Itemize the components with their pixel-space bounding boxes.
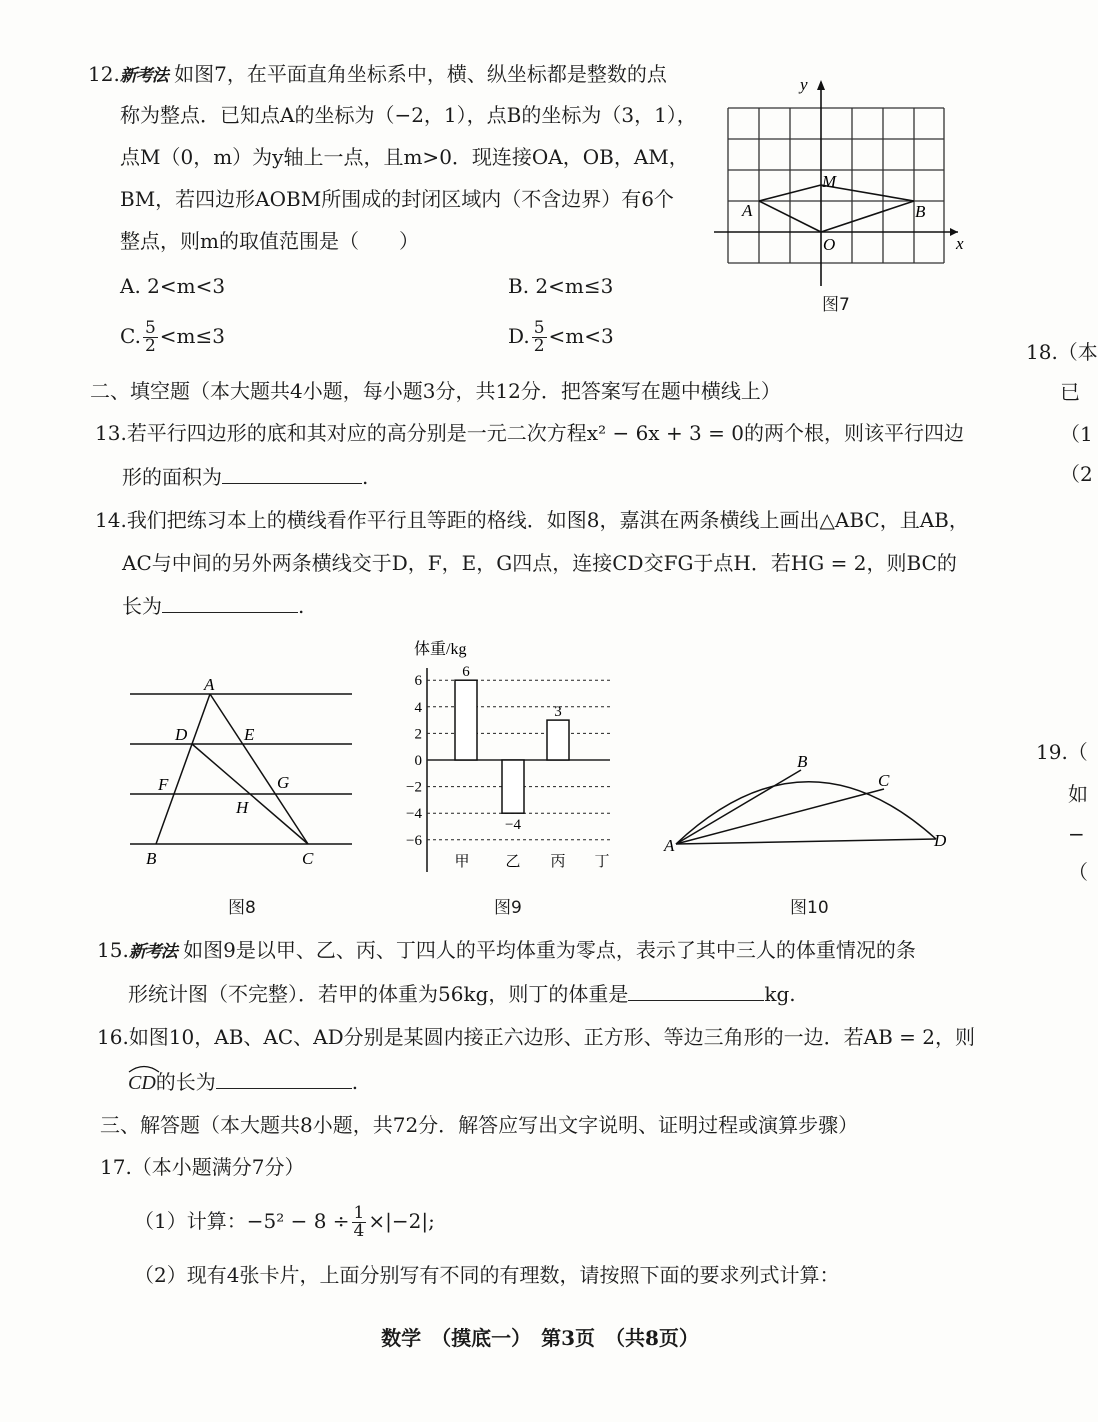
segment-AB	[676, 770, 801, 844]
label-M: M	[822, 172, 837, 191]
q14-line1: 14.我们把练习本上的横线看作平行且等距的格线．如图8，嘉淇在两条横线上画出△ABC，且AB，	[95, 508, 969, 532]
new-method-tag: 新考法	[119, 66, 168, 86]
q13-line2: 形的面积为 .	[122, 465, 369, 489]
figure-10-caption: 图10	[790, 898, 829, 918]
figure-8-caption: 图8	[228, 898, 256, 918]
label-y: y	[800, 75, 808, 94]
answer-blank[interactable]	[216, 1068, 352, 1089]
bar-丙	[547, 720, 569, 760]
section-2-heading: 二、填空题（本大题共4小题，每小题3分，共12分．把答案写在题中横线上）	[90, 379, 781, 403]
q12-text-1: 如图7，在平面直角坐标系中，横、纵坐标都是整数的点	[174, 62, 667, 86]
q16-number: 16.	[97, 1025, 129, 1049]
fraction: $\frac{5}{2}$	[533, 318, 545, 356]
category-label: 乙	[505, 854, 521, 870]
label-D: D	[934, 831, 947, 850]
y-tick-label: 0	[414, 753, 422, 769]
q13-line1: 13.若平行四边形的底和其对应的高分别是一元二次方程x² − 6x + 3 = 0的两个根，则该平行四边	[95, 421, 964, 445]
category-label: 丙	[550, 854, 566, 870]
q12-option-a: A. 2<m<3	[120, 274, 226, 298]
label-C: C	[878, 771, 890, 790]
y-tick-label: 2	[414, 726, 422, 743]
q12-number: 12.	[88, 62, 120, 86]
q12-line3: 点M（0，m）为y轴上一点，且m>0．现连接OA，OB，AM，	[120, 145, 689, 169]
answer-blank[interactable]	[222, 463, 362, 484]
label-F: F	[158, 775, 169, 794]
answer-blank[interactable]	[162, 592, 298, 613]
y-tick-label: −2	[406, 779, 422, 796]
segment-AB	[156, 694, 210, 844]
label-B: B	[797, 752, 808, 771]
figure-9-caption: 图9	[494, 898, 522, 918]
edge-q18-d: （2	[1060, 462, 1093, 486]
new-method-tag: 新考法	[128, 942, 177, 962]
q17-part1: （1）计算：−5² − 8 ÷ $\frac{1}{4}$ ×|−2|;	[134, 1203, 435, 1241]
y-axis-label: 体重/kg	[414, 641, 467, 658]
page-footer: 数学 （摸底一） 第3页 （共8页）	[381, 1326, 699, 1350]
category-label: 甲	[454, 854, 470, 870]
q12-line5: 整点，则m的取值范围是（ ）	[120, 229, 419, 253]
label-E: E	[244, 725, 255, 744]
fraction: $\frac{1}{4}$	[353, 1203, 365, 1241]
figure-7-grid	[712, 72, 974, 292]
label-B: B	[146, 849, 157, 868]
arc	[676, 782, 936, 844]
answer-blank[interactable]	[628, 980, 764, 1001]
q12-line1	[88, 60, 667, 90]
y-tick-label: 6	[414, 673, 422, 690]
category-label: 丁	[594, 854, 610, 870]
y-tick-label: −4	[406, 806, 422, 823]
segment-AC	[676, 789, 884, 844]
q14-line3: 长为 .	[122, 594, 305, 618]
label-A: A	[664, 836, 675, 855]
figure-8	[120, 668, 365, 878]
label-G: G	[277, 773, 290, 792]
q13-number: 13.	[95, 421, 127, 445]
edge-q19: 19.（	[1036, 740, 1088, 764]
figure-10	[656, 742, 956, 862]
q17-part2: （2）现有4张卡片，上面分别写有不同的有理数，请按照下面的要求列式计算：	[134, 1263, 840, 1287]
label-H: H	[236, 798, 249, 817]
arc-cd: CD	[128, 1069, 156, 1097]
q12-option-b: B. 2<m≤3	[508, 274, 614, 298]
q15-line1: 15.新考法 如图9是以甲、乙、丙、丁四人的平均体重为零点，表示了其中三人的体重情况的条	[97, 938, 916, 962]
q16-line2: CD的长为 .	[128, 1068, 358, 1097]
y-tick-label: −6	[406, 832, 422, 849]
figure-7-caption: 图7	[822, 295, 850, 315]
bar-乙	[502, 760, 524, 813]
q12-line2: 称为整点．已知点A的坐标为（−2，1），点B的坐标为（3，1），	[120, 103, 697, 127]
label-C: C	[302, 849, 314, 868]
edge-q18-c: （1	[1060, 422, 1093, 446]
label-O: O	[823, 235, 836, 254]
data-label: 6	[462, 664, 470, 681]
q12-line4: BM，若四边形AOBM所围成的封闭区域内（不含边界）有6个	[120, 187, 674, 211]
edge-q18: 18.（本	[1026, 340, 1098, 364]
y-tick-label: 4	[414, 699, 422, 716]
y-axis-arrow	[817, 80, 825, 90]
data-label: −4	[505, 817, 521, 834]
label-B: B	[915, 202, 926, 221]
label-A: A	[204, 675, 215, 694]
label-D: D	[175, 725, 188, 744]
edge-q19-b: 如	[1068, 782, 1088, 806]
label-A: A	[742, 201, 753, 220]
bar-甲	[455, 680, 477, 760]
edge-q19-c: −	[1068, 822, 1085, 846]
q12-option-c: C. $\frac{5}{2}$ <m≤3	[120, 318, 225, 356]
edge-q18-b: 已	[1060, 380, 1080, 404]
fraction: $\frac{5}{2}$	[144, 318, 156, 356]
segment-AD	[676, 839, 936, 844]
segment-AC	[210, 694, 308, 844]
q14-line2: AC与中间的另外两条横线交于D，F，E，G四点，连接CD交FG于点H．若HG = 2，则BC的	[122, 551, 957, 575]
q12-option-d: D. $\frac{5}{2}$ <m<3	[508, 318, 614, 356]
q17-heading: 17.（本小题满分7分）	[100, 1155, 305, 1179]
q16-line1: 16.如图10，AB、AC、AD分别是某圆内接正六边形、正方形、等边三角形的一边．若AB = 2，则	[97, 1025, 975, 1049]
data-label: 3	[554, 704, 562, 721]
section-3-heading: 三、解答题（本大题共8小题，共72分．解答应写出文字说明、证明过程或演算步骤）	[100, 1113, 859, 1137]
q15-number: 15.	[97, 938, 129, 962]
q14-number: 14.	[95, 508, 127, 532]
figure-9-chart	[396, 632, 626, 880]
label-x: x	[956, 234, 964, 253]
edge-q19-d: （	[1068, 860, 1088, 884]
q15-line2: 形统计图（不完整）．若甲的体重为56kg，则丁的体重是 kg.	[128, 982, 796, 1006]
quadrilateral-AOBM	[759, 185, 914, 232]
